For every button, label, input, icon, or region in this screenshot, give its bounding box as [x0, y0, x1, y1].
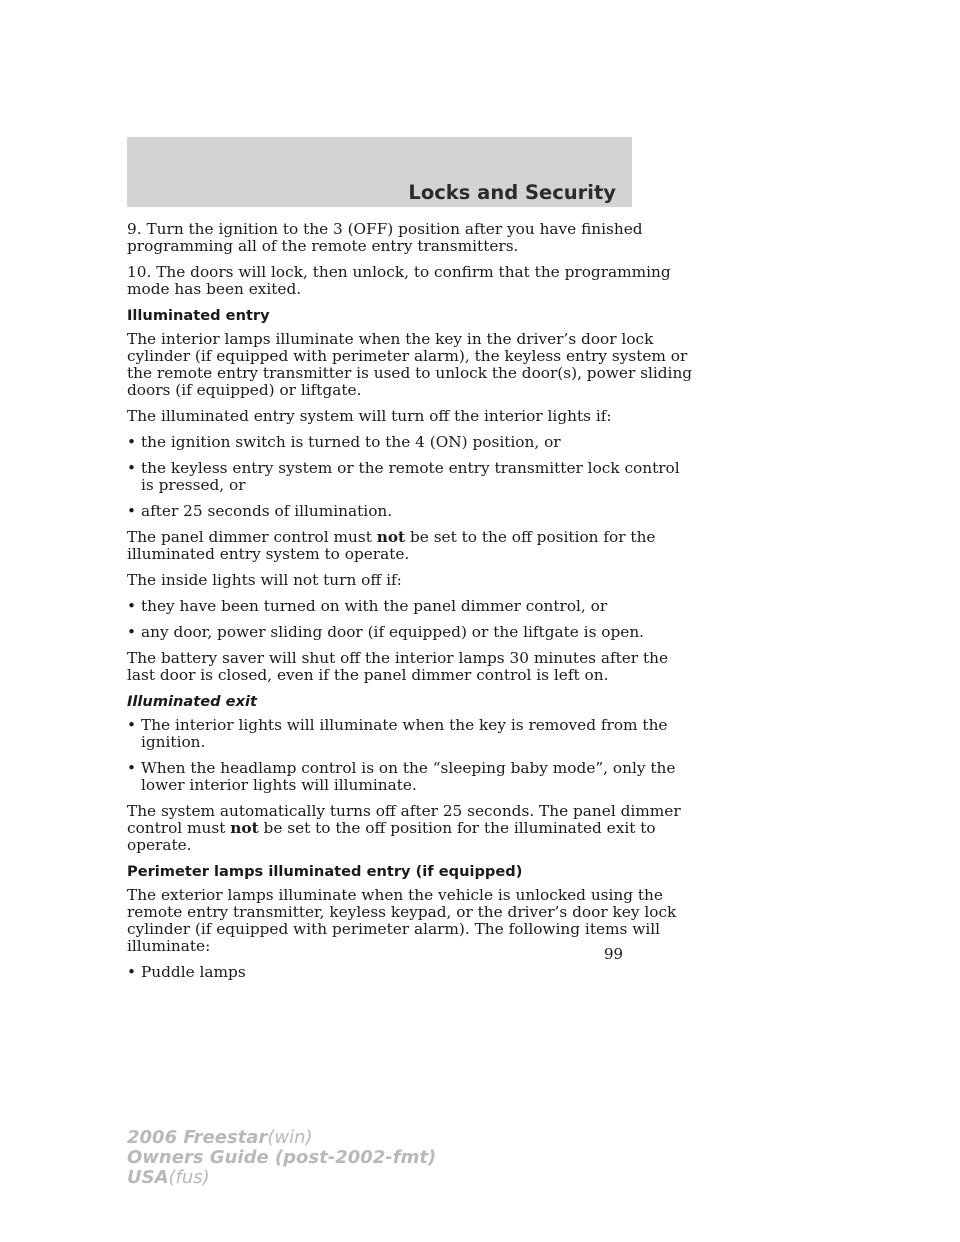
list-item: • any door, power sliding door (if equipped) or the liftgate is open.: [127, 623, 645, 641]
step-10-paragraph: 10. The doors will lock, then unlock, to confirm that the programming mode has been exited.: [127, 263, 671, 298]
panel-dimmer-paragraph: The panel dimmer control must not be set to the off position for the illuminated entry system to operate.: [127, 528, 656, 563]
step-9-paragraph: 9. Turn the ignition to the 3 (OFF) position after you have finished programming all of the remote entry transmitters.: [127, 220, 643, 255]
page-number: 99: [604, 945, 624, 963]
list-item: • When the headlamp control is on the “sleeping baby mode”, only the lower interior lights will illuminate.: [127, 759, 676, 794]
inside-lights-intro-paragraph: The inside lights will not turn off if:: [127, 571, 402, 589]
list-item: • after 25 seconds of illumination.: [127, 502, 393, 520]
list-item: • The interior lights will illuminate when the key is removed from the ignition.: [127, 716, 668, 751]
section-title: Locks and Security: [408, 181, 616, 204]
heading-illuminated-entry: Illuminated entry: [127, 307, 270, 324]
heading-illuminated-exit: Illuminated exit: [127, 693, 257, 710]
battery-saver-paragraph: The battery saver will shut off the interior lamps 30 minutes after the last door is closed, even if the panel dimmer control is left on.: [127, 649, 669, 684]
heading-perimeter-lamps: Perimeter lamps illuminated entry (if equipped): [127, 863, 523, 880]
auto-off-paragraph: The system automatically turns off after 25 seconds. The panel dimmer control must not be set to the off position for the illuminated exit to operate.: [127, 802, 681, 854]
page-body: [127, 220, 693, 990]
illuminated-entry-paragraph: The interior lamps illuminate when the key in the driver’s door lock cylinder (if equipped with perimeter alarm), the keyless entry system or the remote entry transmitter is used to unlock the door(s), power sliding doors (if equipped) or liftgate.: [127, 330, 693, 399]
document-footer: 2006 Freestar(win) Owners Guide (post-2002-fmt) USA(fus): [127, 1127, 437, 1188]
turn-off-intro-paragraph: The illuminated entry system will turn off the interior lights if:: [127, 407, 612, 425]
section-header-band: [127, 137, 632, 207]
list-item: • the keyless entry system or the remote entry transmitter lock control is pressed, or: [127, 459, 680, 494]
list-item: • they have been turned on with the panel dimmer control, or: [127, 597, 608, 615]
perimeter-lamps-paragraph: The exterior lamps illuminate when the vehicle is unlocked using the remote entry transmitter, keyless keypad, or the driver’s door key lock cylinder (if equipped with perimeter alarm). The following items will illuminate:: [127, 886, 677, 955]
list-item: • the ignition switch is turned to the 4 (ON) position, or: [127, 433, 561, 451]
list-item: • Puddle lamps: [127, 963, 246, 981]
